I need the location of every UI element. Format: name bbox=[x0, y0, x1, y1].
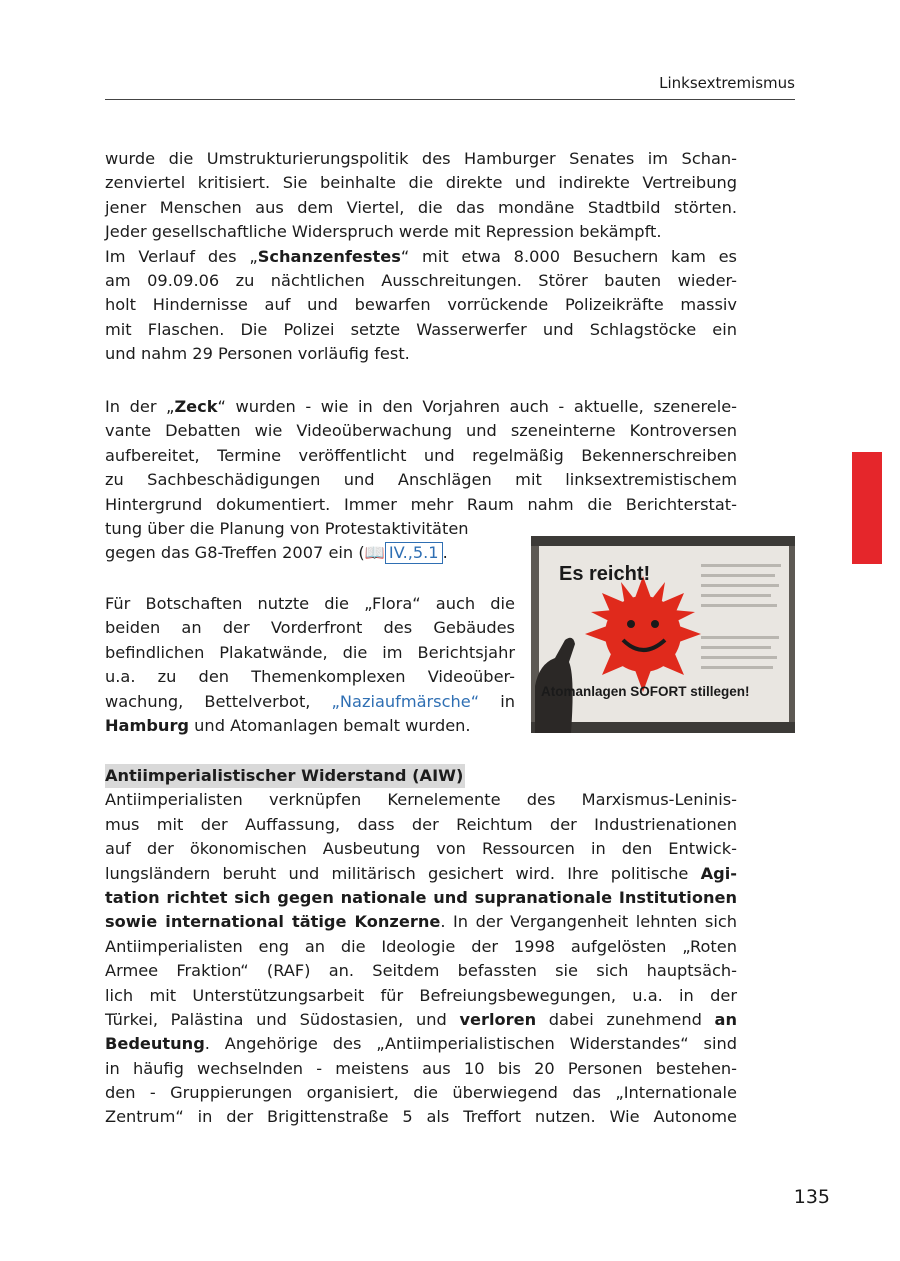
cross-reference-link[interactable]: IV.,5.1 bbox=[385, 542, 443, 564]
bold-term: Zeck bbox=[174, 397, 218, 416]
text-line: sowie international tätige Konzerne. In der Vergangenheit lehnten sich bbox=[105, 912, 737, 932]
text-line: Hamburg und Atomanlagen bemalt wurden. bbox=[105, 715, 471, 735]
glossary-link[interactable]: „Naziaufmärsche“ bbox=[331, 691, 480, 711]
poster-image bbox=[531, 536, 795, 733]
bold-term: Hamburg bbox=[105, 715, 190, 735]
text-line: Im Verlauf des „Schanzenfestes“ mit etwa 8.000 Besuchern kam es bbox=[105, 246, 737, 266]
bold-term: Schanzenfestes bbox=[257, 246, 401, 266]
text-line: wachung, Bettelverbot, „Naziaufmärsche“ in bbox=[105, 691, 515, 711]
text-line: Armee Fraktion“ (RAF) an. Seitdem befassten sie sich hauptsäch- bbox=[105, 961, 737, 981]
text-line: zenviertel kritisiert. Sie beinhalte die direkte und indirekte Vertreibung bbox=[105, 173, 737, 193]
text-line: Jeder gesellschaftliche Widerspruch werde mit Repression bekämpft. bbox=[105, 222, 662, 242]
section-heading: Antiimperialistischer Widerstand (AIW) bbox=[105, 764, 465, 788]
text-line: und nahm 29 Personen vorläufig fest. bbox=[105, 344, 410, 364]
text-line: mit Flaschen. Die Polizei setzte Wasserwerfer und Schlagstöcke ein bbox=[105, 319, 737, 339]
header-rule bbox=[105, 99, 795, 100]
chapter-tab-marker bbox=[852, 452, 882, 564]
bold-term: verloren bbox=[459, 1009, 537, 1029]
text-line: lungsländern beruht und militärisch gesichert wird. Ihre politische Agi- bbox=[105, 863, 737, 883]
page-number: 135 bbox=[793, 1186, 830, 1208]
text-line: den - Gruppierungen organisiert, die überwiegend das „Internationale bbox=[105, 1083, 737, 1103]
text-line: Zentrum“ in der Brigittenstraße 5 als Treffort nutzen. Wie Autonome bbox=[105, 1107, 737, 1127]
text-line: Antiimperialisten eng an die Ideologie der 1998 aufgelösten „Roten bbox=[105, 936, 737, 956]
text-line: zu Sachbeschädigungen und Anschlägen mit linksextremistischem bbox=[105, 470, 737, 490]
text-line bbox=[105, 764, 737, 788]
bold-term: Bedeutung bbox=[105, 1034, 205, 1054]
text-line: befindlichen Plakatwände, die im Berichtsjahr bbox=[105, 642, 515, 662]
text-line: Türkei, Palästina und Südostasien, und verloren dabei zunehmend an bbox=[105, 1009, 737, 1029]
bold-term: an bbox=[714, 1009, 737, 1029]
text-line: In der „Zeck“ wurden - wie in den Vorjahren auch - aktuelle, szenerele- bbox=[105, 397, 737, 416]
text-line: in häufig wechselnden - meistens aus 10 bis 20 Personen bestehen- bbox=[105, 1058, 737, 1078]
poster-slogan: Atomanlagen SOFORT stillegen! bbox=[541, 684, 750, 699]
sun-icon bbox=[585, 576, 701, 692]
text-line: Für Botschaften nutzte die „Flora“ auch die bbox=[105, 594, 515, 613]
text-line: auf der ökonomischen Ausbeutung von Ressourcen in den Entwick- bbox=[105, 839, 737, 859]
text-line: am 09.09.06 zu nächtlichen Ausschreitungen. Störer bauten wieder- bbox=[105, 270, 737, 290]
text-line: tung über die Planung von Protestaktivitäten bbox=[105, 518, 469, 538]
bold-term: sowie international tätige Konzerne bbox=[105, 912, 441, 932]
text-line: gegen das G8-Treffen 2007 ein (📖 IV.,5.1 . bbox=[105, 543, 448, 563]
text-line: holt Hindernisse auf und bewarfen vorrückende Polizeikräfte massiv bbox=[105, 295, 737, 315]
protest-poster-photo bbox=[531, 536, 795, 733]
text-line: Bedeutung. Angehörige des „Antiimperialistischen Widerstandes“ sind bbox=[105, 1034, 737, 1054]
book-icon: 📖 bbox=[364, 543, 385, 563]
poster-headline: Es reicht! bbox=[559, 563, 651, 585]
text-line: vante Debatten wie Videoüberwachung und szeneinterne Kontroversen bbox=[105, 421, 737, 441]
section-aiw bbox=[105, 764, 737, 1130]
running-header: Linksextremismus bbox=[659, 74, 795, 92]
text-line: jener Menschen aus dem Viertel, die das mondäne Stadtbild störten. bbox=[105, 197, 737, 217]
text-line: Antiimperialisten verknüpfen Kernelemente des Marxismus-Leninis- bbox=[105, 790, 737, 810]
text-line: mus mit der Auffassung, dass der Reichtum der Industrienationen bbox=[105, 814, 737, 834]
text-line: u.a. zu den Themenkomplexen Videoüber- bbox=[105, 667, 515, 687]
bold-term: tation richtet sich gegen nationale und supranationale Institutionen bbox=[105, 887, 737, 907]
text-line: beiden an der Vorderfront des Gebäudes bbox=[105, 618, 515, 638]
text-line: aufbereitet, Termine veröffentlicht und regelmäßig Bekennerschreiben bbox=[105, 445, 737, 465]
text-line bbox=[105, 886, 737, 910]
text-line: lich mit Unterstützungsarbeit für Befreiungsbewegungen, u.a. in der bbox=[105, 985, 737, 1005]
bold-term: Agi- bbox=[700, 863, 737, 883]
text-line: wurde die Umstrukturierungspolitik des Hamburger Senates im Schan- bbox=[105, 149, 737, 168]
paragraph-1 bbox=[105, 147, 737, 367]
text-line: Hintergrund dokumentiert. Immer mehr Raum nahm die Berichterstat- bbox=[105, 494, 737, 514]
